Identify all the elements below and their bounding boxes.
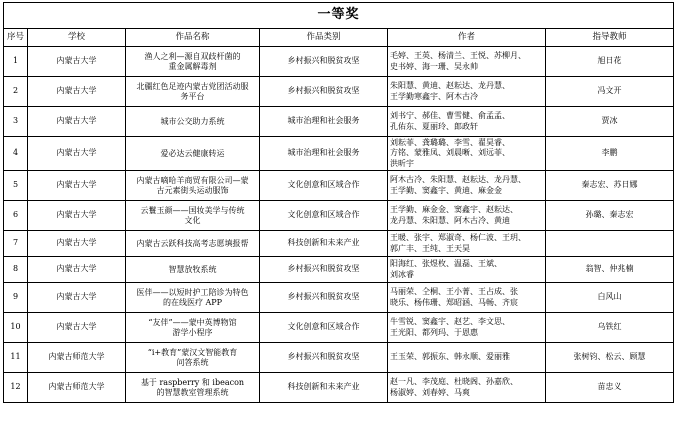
category-cell: 乡村振兴和脱贫攻坚 — [260, 257, 388, 283]
award-table — [3, 2, 674, 403]
table-row — [4, 77, 674, 107]
row-number: 12 — [4, 373, 28, 403]
table-row — [4, 47, 674, 77]
school-cell: 内蒙古大学 — [28, 257, 126, 283]
advisor-cell: 苗忠义 — [546, 373, 674, 403]
authors-cell: 牛雪锐、窦鑫宇、赵艺、李文思、 王光阳、都列玛、于恩惠 — [388, 313, 546, 343]
category-cell: 文化创意和区域合作 — [260, 201, 388, 231]
authors-cell: 王学勤、麻金金、窦鑫宇、赵耘达、 龙丹慧、朱阳慧、阿木古冷、黄迪 — [388, 201, 546, 231]
category-cell: 乡村振兴和脱贫攻坚 — [260, 283, 388, 313]
advisor-cell: 李鹏 — [546, 137, 674, 171]
row-number: 9 — [4, 283, 28, 313]
school-cell: 内蒙古大学 — [28, 201, 126, 231]
header-category: 作品类别 — [260, 29, 388, 47]
header-authors: 作者 — [388, 29, 546, 47]
table-row — [4, 313, 674, 343]
authors-cell: 朱阳慧、黄迪、赵耘达、龙丹慧、 王学勤寒鑫宇、阿木古冷 — [388, 77, 546, 107]
table-row — [4, 373, 674, 403]
row-number: 8 — [4, 257, 28, 283]
advisor-cell — [546, 231, 674, 257]
authors-cell: 王玉荣、郭振东、韩永顺、爱丽雅 — [388, 343, 546, 373]
work-title-cell: 基于 raspberry 和 ibeacon 的智慧教室管理系统 — [126, 373, 260, 403]
work-title-cell: 医伴——以短时护工陪诊为特色 的在线医疗 APP — [126, 283, 260, 313]
header-no: 序号 — [4, 29, 28, 47]
authors-cell: 毛婷、王英、杨清兰、王悦、苏柳月、 史书婷、海一珊、吴永帅 — [388, 47, 546, 77]
school-cell: 内蒙古大学 — [28, 137, 126, 171]
row-number: 6 — [4, 201, 28, 231]
category-cell: 乡村振兴和脱贫攻坚 — [260, 47, 388, 77]
work-title-cell: 云鬟玉颜——国妆美学与传统 文化 — [126, 201, 260, 231]
header-work: 作品名称 — [126, 29, 260, 47]
category-cell: 文化创意和区域合作 — [260, 171, 388, 201]
work-title-cell: 智慧放牧系统 — [126, 257, 260, 283]
school-cell: 内蒙古大学 — [28, 231, 126, 257]
work-title-cell: “友伴”——蒙中英博物馆 游学小程序 — [126, 313, 260, 343]
category-cell: 科技创新和未来产业 — [260, 373, 388, 403]
row-number: 3 — [4, 107, 28, 137]
work-title-cell: 北疆红色足迹内蒙古党团活动服 务平台 — [126, 77, 260, 107]
school-cell: 内蒙古大学 — [28, 107, 126, 137]
category-cell: 乡村振兴和脱贫攻坚 — [260, 343, 388, 373]
school-cell: 内蒙古大学 — [28, 313, 126, 343]
table-row — [4, 137, 674, 171]
award-table-container — [3, 2, 673, 403]
row-number: 1 — [4, 47, 28, 77]
work-title-cell: 城市公交助力系统 — [126, 107, 260, 137]
authors-cell: 马丽荣、仝桐、王小菁、王占成、张 晓乐、杨伟珊、郑昭涵、马畅、齐宸 — [388, 283, 546, 313]
header-advisor: 指导教师 — [546, 29, 674, 47]
work-title-cell: “i+教育”蒙汉文智能教育 问答系统 — [126, 343, 260, 373]
row-number: 4 — [4, 137, 28, 171]
table-row — [4, 171, 674, 201]
advisor-cell: 旭日花 — [546, 47, 674, 77]
authors-cell: 刘耘菲、龚璐璐、李雪、翟昊睿、 方铭、蒙雅凤、刘晨晰、刘远菲、 洪昕宇 — [388, 137, 546, 171]
table-body — [4, 47, 674, 403]
advisor-cell: 冯文开 — [546, 77, 674, 107]
row-number: 5 — [4, 171, 28, 201]
table-title: 一等奖 — [4, 3, 674, 29]
authors-cell: 赵一凡、李茂庭、杜晓阁、孙嘉欣、 杨淑婷、刘春婷、马爽 — [388, 373, 546, 403]
advisor-cell: 乌铁红 — [546, 313, 674, 343]
advisor-cell: 翁智、仲兆楠 — [546, 257, 674, 283]
row-number: 10 — [4, 313, 28, 343]
work-title-cell: 爱必达云健康转运 — [126, 137, 260, 171]
table-row — [4, 343, 674, 373]
school-cell: 内蒙古大学 — [28, 77, 126, 107]
advisor-cell: 白风山 — [546, 283, 674, 313]
school-cell: 内蒙古师范大学 — [28, 343, 126, 373]
table-row — [4, 231, 674, 257]
row-number: 11 — [4, 343, 28, 373]
school-cell: 内蒙古大学 — [28, 283, 126, 313]
category-cell: 乡村振兴和脱贫攻坚 — [260, 77, 388, 107]
school-cell: 内蒙古大学 — [28, 171, 126, 201]
row-number: 2 — [4, 77, 28, 107]
row-number: 7 — [4, 231, 28, 257]
advisor-cell: 贾冰 — [546, 107, 674, 137]
authors-cell: 刘书宁、郝佳、曹雪健、俞孟孟、 孔佑东、夏丽玲、郎政轩 — [388, 107, 546, 137]
authors-cell: 阳海红、张煜枚、温磊、王斌、 刘冰睿 — [388, 257, 546, 283]
category-cell: 城市治理和社会服务 — [260, 137, 388, 171]
school-cell: 内蒙古师范大学 — [28, 373, 126, 403]
table-row — [4, 257, 674, 283]
category-cell: 城市治理和社会服务 — [260, 107, 388, 137]
table-row — [4, 107, 674, 137]
category-cell: 文化创意和区域合作 — [260, 313, 388, 343]
header-school: 学校 — [28, 29, 126, 47]
header-row — [4, 29, 674, 47]
advisor-cell: 张树钧、松云、顾慧 — [546, 343, 674, 373]
advisor-cell: 孙璐、秦志宏 — [546, 201, 674, 231]
school-cell: 内蒙古大学 — [28, 47, 126, 77]
authors-cell: 阿木古冷、朱阳慧、赵耘达、龙丹慧、 王学勤、窦鑫宇、黄迪、麻金金 — [388, 171, 546, 201]
table-row — [4, 201, 674, 231]
category-cell: 科技创新和未来产业 — [260, 231, 388, 257]
work-title-cell: 内蒙古云跃科技高考志愿填报帮 — [126, 231, 260, 257]
table-row — [4, 283, 674, 313]
work-title-cell: 渔人之利—源自双歧杆菌的 重金属解毒剂 — [126, 47, 260, 77]
advisor-cell: 秦志宏、苏日娜 — [546, 171, 674, 201]
authors-cell: 王暖、张宇、郑淑奇、杨仁波、王玥、 郭广丰、王纯、王天昊 — [388, 231, 546, 257]
work-title-cell: 内蒙古嘀哈羊商贸有限公司—蒙 古元素街头运动服饰 — [126, 171, 260, 201]
